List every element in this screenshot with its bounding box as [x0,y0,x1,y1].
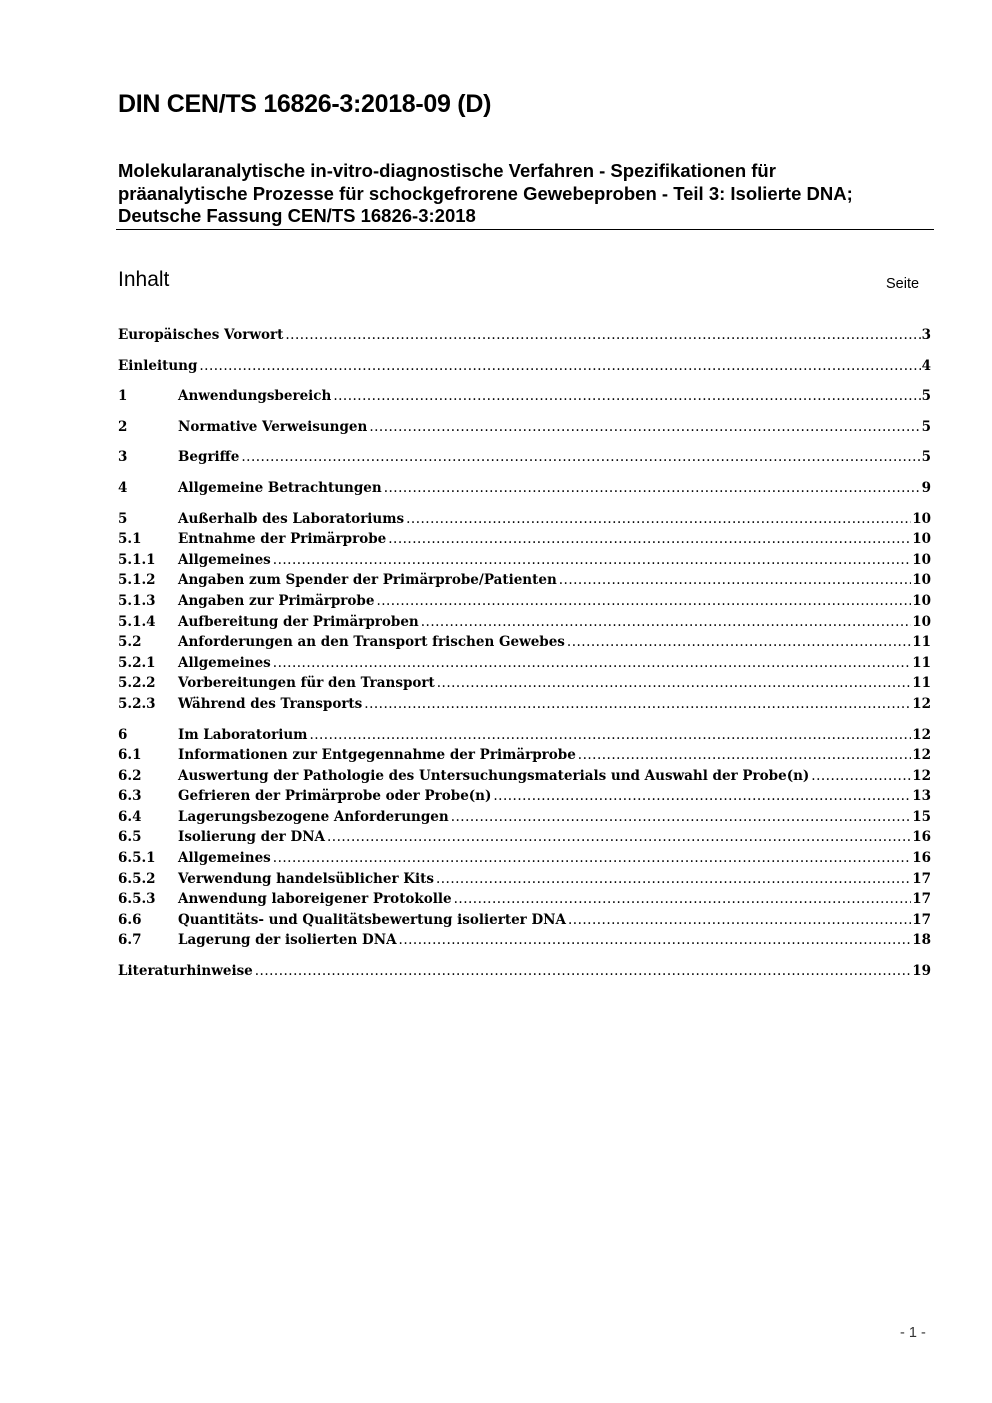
toc-entry-title: Aufbereitung der Primärproben [178,613,419,630]
toc-heading: Inhalt [118,268,170,291]
toc-entry-number: 6.6 [118,911,142,928]
toc-entry-title: Allgemeines [178,654,271,671]
toc-entry[interactable] [118,612,931,633]
toc-entry-title: Begriffe [178,449,240,466]
toc-dot-leader [451,807,911,828]
toc-entry[interactable] [118,632,931,653]
toc-dot-leader [199,356,920,377]
toc-entry-page: 10 [912,510,931,527]
toc-entry-number: 5.1.1 [118,551,156,568]
toc-entry-number: 5.2.1 [118,654,156,671]
toc-entry-page: 18 [912,932,931,949]
toc-dot-leader [578,745,911,766]
toc-entry-title: Außerhalb des Laboratoriums [178,510,405,527]
toc-entry-number: 5.1.2 [118,572,156,589]
toc-entry-title: Gefrieren der Primärprobe oder Probe(n) [178,788,492,805]
toc-entry[interactable] [118,591,931,612]
toc-entry-number: 6.5 [118,829,142,846]
toc-entry-title: Quantitäts- und Qualitätsbewertung isolierter DNA [178,911,566,928]
toc-entry-page: 17 [912,870,931,887]
toc-entry[interactable] [118,325,931,346]
toc-entry[interactable] [118,550,931,571]
toc-entry-title: Anwendungsbereich [178,388,332,405]
toc-entry[interactable] [118,910,931,931]
toc-entry-page: 12 [912,726,931,743]
toc-entry-title: Normative Verweisungen [178,418,368,435]
toc-entry[interactable] [118,766,931,787]
toc-entry[interactable] [118,447,931,468]
toc-entry-number: 2 [118,418,128,435]
toc-entry-page: 9 [921,479,931,496]
toc-entry[interactable] [118,417,931,438]
toc-dot-leader [406,509,911,530]
toc-dot-leader [273,550,911,571]
toc-dot-leader [384,478,921,499]
toc-dot-leader [559,570,911,591]
toc-entry-number: 5.2 [118,634,142,651]
toc-entry-title: Vorbereitungen für den Transport [178,675,435,692]
toc-entry[interactable] [118,478,931,499]
toc-entry[interactable] [118,509,931,530]
toc-page-column-label: Seite [886,276,920,292]
toc-dot-leader [285,325,920,346]
toc-dot-leader [436,869,911,890]
toc-dot-leader [369,417,920,438]
toc-entry-page: 11 [912,654,931,671]
toc-entry[interactable] [118,570,931,591]
toc-entry-number: 5.1.3 [118,592,156,609]
toc-entry-page: 10 [912,531,931,548]
toc-entry-title: Während des Transports [178,695,363,712]
toc-entry[interactable] [118,694,931,715]
toc-entry[interactable] [118,529,931,550]
toc-entry[interactable] [118,930,931,951]
toc-dot-leader [421,612,911,633]
toc-entry[interactable] [118,827,931,848]
toc-entry[interactable] [118,356,931,377]
toc-entry-page: 4 [921,357,931,374]
toc-dot-leader [437,673,911,694]
toc-entry-number: 6.1 [118,747,142,764]
toc-entry[interactable] [118,725,931,746]
toc-entry-number: 5.2.2 [118,675,156,692]
subtitle-line: präanalytische Prozesse für schockgefrorene Gewebeproben - Teil 3: Isolierte DNA; [118,182,853,204]
toc-entry-page: 17 [912,911,931,928]
toc-entry-page: 12 [912,695,931,712]
toc-entry-number: 6 [118,726,128,743]
toc-entry-number: 3 [118,449,128,466]
toc-entry-number: 5.2.3 [118,695,156,712]
toc-dot-leader [388,529,911,550]
toc-dot-leader [273,653,911,674]
toc-entry-page: 13 [912,788,931,805]
toc-entry-number: 6.2 [118,767,142,784]
toc-dot-leader [327,827,911,848]
toc-entry[interactable] [118,653,931,674]
document-id: DIN CEN/TS 16826-3:2018-09 (D) [118,90,492,118]
toc-entry[interactable] [118,745,931,766]
toc-entry[interactable] [118,869,931,890]
toc-entry-title: Verwendung handelsüblicher Kits [178,870,434,887]
toc-dot-leader [493,786,911,807]
toc-entry-number: 5 [118,510,128,527]
toc-entry-title: Europäisches Vorwort [118,327,284,343]
subtitle-line: Molekularanalytische in-vitro-diagnostische Verfahren - Spezifikationen für [118,160,776,181]
toc-entry-page: 16 [912,850,931,867]
toc-entry-title: Anforderungen an den Transport frischen Gewebes [178,634,565,651]
toc-entry[interactable] [118,848,931,869]
toc-dot-leader [376,591,911,612]
toc-entry-page: 5 [921,449,931,466]
toc-entry-page: 11 [912,634,931,651]
toc-entry-title: Informationen zur Entgegennahme der Primärprobe [178,747,576,764]
subtitle-line: Deutsche Fassung CEN/TS 16826-3:2018 [118,205,476,226]
toc-entry[interactable] [118,786,931,807]
toc-dot-leader [567,632,911,653]
toc-entry-title: Auswertung der Pathologie des Untersuchungsmaterials und Auswahl der Probe(n) [178,767,810,784]
toc-entry-title: Einleitung [118,357,198,374]
toc-dot-leader [255,961,911,982]
toc-entry-title: Literaturhinweise [118,963,253,980]
toc-entry[interactable] [118,889,931,910]
toc-dot-leader [811,766,911,787]
toc-entry-number: 6.5.3 [118,891,156,908]
document-subtitle [118,160,933,228]
toc-entry-title: Lagerungsbezogene Anforderungen [178,808,449,825]
toc-entry-title: Allgemeines [178,850,271,867]
toc-dot-leader [399,930,912,951]
toc-entry-page: 11 [912,675,931,692]
toc-entry-number: 6.4 [118,808,142,825]
toc-entry[interactable] [118,673,931,694]
toc-entry-number: 4 [118,479,128,496]
toc-entry-page: 16 [912,829,931,846]
toc-entry-title: Anwendung laboreigener Protokolle [178,891,452,908]
toc-entry-number: 5.1.4 [118,613,156,630]
toc-entry-page: 17 [912,891,931,908]
toc-entry-title: Lagerung der isolierten DNA [178,932,397,949]
toc-entry-number: 6.5.1 [118,850,156,867]
page-number: - 1 - [900,1325,926,1341]
toc-entry-title: Allgemeine Betrachtungen [178,479,382,496]
toc-entry-page: 5 [921,388,931,405]
toc-entry[interactable] [118,961,931,982]
toc-entry-number: 5.1 [118,531,142,548]
toc-entry-number: 6.5.2 [118,870,156,887]
toc-entry-page: 12 [912,747,931,764]
toc-entry-number: 6.7 [118,932,142,949]
toc-entry-title: Angaben zum Spender der Primärprobe/Patienten [178,572,557,589]
toc-dot-leader [568,910,911,931]
toc-entry-page: 15 [912,808,931,825]
toc-entry-title: Allgemeines [178,551,271,568]
toc-dot-leader [273,848,911,869]
toc-entry-number: 1 [118,388,128,405]
toc-entry[interactable] [118,386,931,407]
toc-dot-leader [454,889,912,910]
toc-entry-title: Entnahme der Primärprobe [178,531,387,548]
title-divider [116,229,934,230]
toc-entry-page: 19 [912,963,931,980]
toc-entry-page: 10 [912,572,931,589]
toc-entry-page: 12 [912,767,931,784]
toc-entry-page: 10 [912,592,931,609]
toc-entry-page: 5 [921,418,931,435]
toc-dot-leader [241,447,920,468]
toc-entry-page: 10 [912,551,931,568]
toc-dot-leader [309,725,911,746]
toc-entry-title: Im Laboratorium [178,726,308,743]
table-of-contents [118,325,931,982]
toc-entry-number: 6.3 [118,788,142,805]
toc-dot-leader [333,386,920,407]
toc-entry-page: 3 [921,327,931,343]
toc-entry-title: Isolierung der DNA [178,829,326,846]
toc-entry-title: Angaben zur Primärprobe [178,592,375,609]
toc-dot-leader [364,694,911,715]
toc-entry[interactable] [118,807,931,828]
toc-entry-page: 10 [912,613,931,630]
